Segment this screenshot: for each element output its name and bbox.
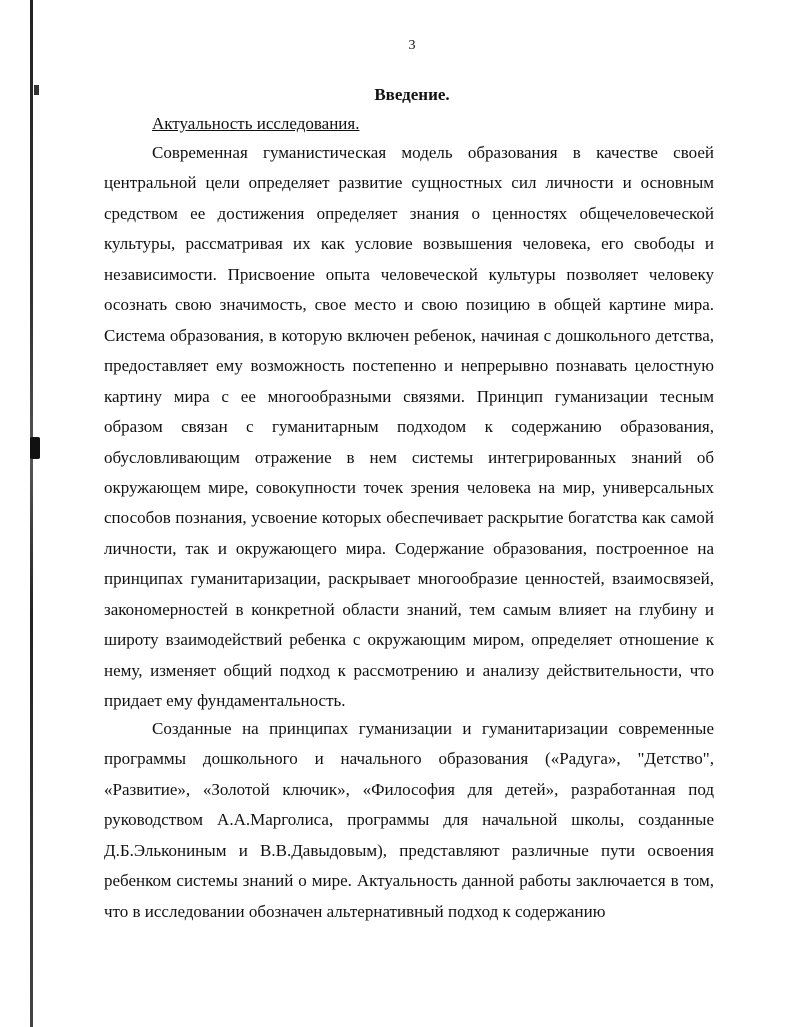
section-subheading: Актуальность исследования. — [152, 114, 360, 133]
body-paragraph: Созданные на принципах гуманизации и гуманитаризации современные программы дошкольного и начального образования («Радуга», "Детство", «Развитие», «Золотой ключик», «Философия для детей», разработанная под руководством А.А.Марголиса, программы для начальной школы, созданные Д.Б.Элькониным и В.В.Давыдовым), представляют различные пути освоения ребенком системы знаний о мире. Актуальность данной работы заключается в том, что в исследовании обозначен альтернативный подход к содержанию — [104, 719, 714, 921]
scanned-page-edge — [30, 0, 33, 1027]
page-number: 3 — [408, 38, 416, 53]
binding-mark — [30, 437, 40, 459]
section-heading: Введение. — [374, 85, 450, 104]
body-paragraph: Современная гуманистическая модель образования в качестве своей центральной цели определяет развитие сущностных сил личности и основным средством ее достижения определяет знания о ценностях общечеловеческой культуры, рассматривая их как условие возвышения человека, его свободы и независимости. Присвоение опыта человеческой культуры позволяет человеку осознать свою значимость, свое место и свою позицию в общей картине мира. Система образования, в которую включен ребенок, начиная с дошкольного детства, предоставляет ему возможность постепенно и непрерывно познавать целостную картину мира с ее многообразными связями. Принцип гуманизации тесным образом связан с гуманитарным подходом к содержанию образования, обусловливающим отражение в нем системы интегрированных знаний об окружающем мире, совокупности точек зрения человека на мир, универсальных способов познания, усвоение которых обеспечивает раскрытие богатства как самой личности, так и окружающего мира. Содержание образования, построенное на принципах гуманитаризации, раскрывает многообразие ценностей, взаимосвязей, закономерностей в конкретной области знаний, тем самым влияет на глубину и широту взаимодействий ребенка с окружающим миром, определяет отношение к нему, изменяет общий подход к рассмотрению и анализу действительности, что придает ему фундаментальность. — [104, 143, 714, 711]
